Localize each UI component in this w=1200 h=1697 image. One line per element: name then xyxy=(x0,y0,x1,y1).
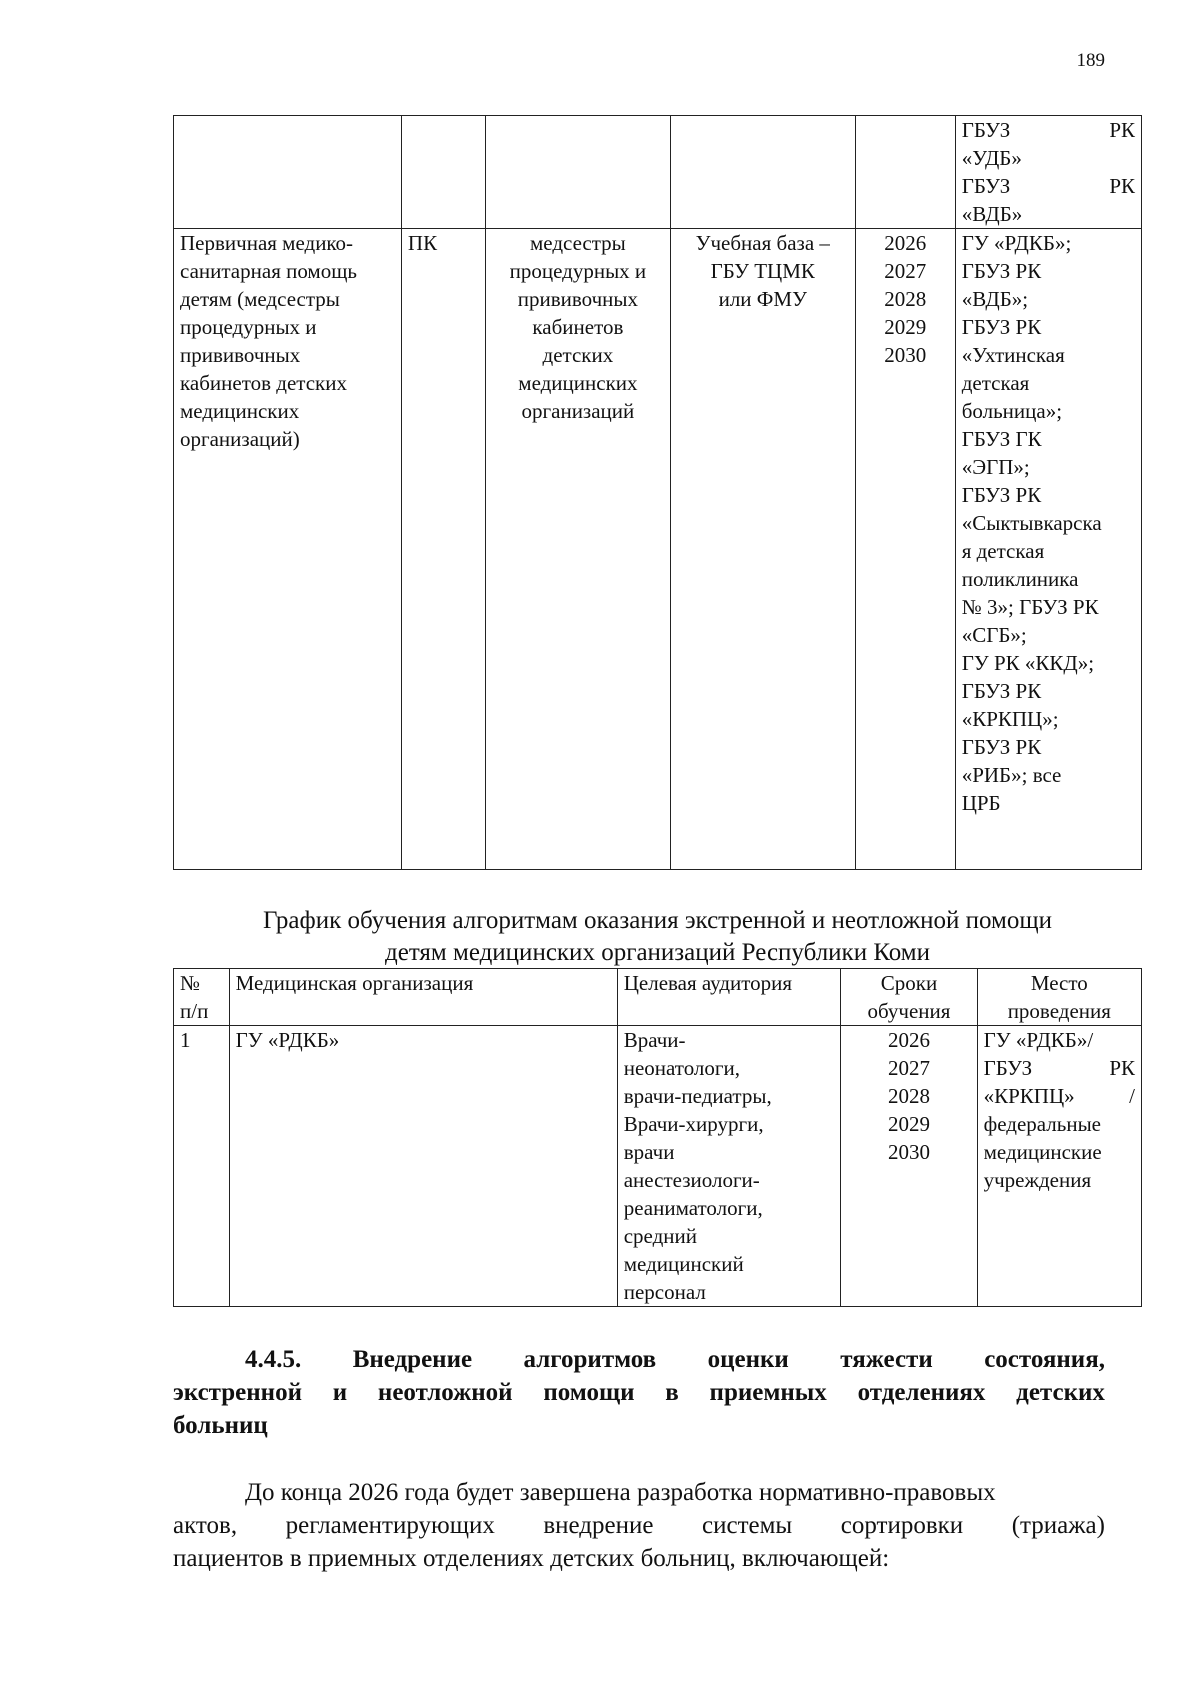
institution-line: ГБУЗ РК xyxy=(961,174,1135,198)
table-header-row xyxy=(174,969,1142,1026)
program-cell: Первичная медико- санитарная помощь детям (медсестры процедурных и прививочных кабинетов детских медицинских организаций) xyxy=(174,229,402,870)
base-cell: Учебная база – ГБУ ТЦМК или ФМУ xyxy=(670,229,855,870)
institution-line: «ВДБ» xyxy=(961,202,1023,226)
header-terms: Сроки обучения xyxy=(841,969,977,1026)
audience-cell: медсестры процедурных и прививочных кабинетов детских медицинских организаций xyxy=(485,229,670,870)
years-cell: 2026 2027 2028 2029 2030 xyxy=(841,1026,977,1307)
table-cell xyxy=(174,116,402,229)
body-paragraph: До конца 2026 года будет завершена разработка нормативно-правовых актов, регламентирующих внедрение системы сортировки (триажа) пациентов в приемных отделениях детских больниц, включающей: xyxy=(173,1479,1105,1572)
table-row xyxy=(174,1026,1142,1307)
audience-cell: Врачи- неонатологи, врачи-педиатры, Врачи-хирурги, врачи анестезиологи- реаниматологи, средний медицинский персонал xyxy=(617,1026,841,1307)
type-cell: ПК xyxy=(401,229,485,870)
num-cell: 1 xyxy=(174,1026,230,1307)
institutions-cell: ГУ «РДКБ»; ГБУЗ РК «ВДБ»; ГБУЗ РК «Ухтинская детская больница»; ГБУЗ ГК «ЭГП»; ГБУЗ РК «Сыктывкарска я детская поликлиника № 3»; ГБУЗ РК «СГБ»; ГУ РК «ККД»; ГБУЗ РК «КРКПЦ»; ГБУЗ РК «РИБ»; все ЦРБ xyxy=(955,229,1141,870)
table-row xyxy=(174,116,1142,229)
institution-line: ГБУЗ РК xyxy=(961,118,1135,142)
table-cell xyxy=(855,116,955,229)
table-row xyxy=(174,229,1142,870)
org-cell: ГУ «РДКБ» xyxy=(229,1026,617,1307)
section-heading: 4.4.5. Внедрение алгоритмов оценки тяжести состояния, экстренной и неотложной помощи в приемных отделениях детских больниц xyxy=(173,1346,1105,1439)
institution-line: «УДБ» xyxy=(961,146,1022,170)
emergency-training-schedule-table xyxy=(173,968,1142,1307)
table-cell xyxy=(401,116,485,229)
header-audience: Целевая аудитория xyxy=(617,969,841,1026)
institutions-cell xyxy=(955,116,1141,229)
place-cell: ГУ «РДКБ»/ ГБУЗ РК «КРКПЦ» / федеральные медицинские учреждения xyxy=(977,1026,1141,1307)
header-place: Место проведения xyxy=(977,969,1141,1026)
training-table-continued xyxy=(173,115,1142,870)
table-cell xyxy=(485,116,670,229)
header-num: № п/п xyxy=(174,969,230,1026)
page-number: 189 xyxy=(1076,50,1105,71)
table-title: График обучения алгоритмам оказания экстренной и неотложной помощи детям медицинских организаций Республики Коми xyxy=(263,907,1052,966)
header-org: Медицинская организация xyxy=(229,969,617,1026)
years-cell: 2026 2027 2028 2029 2030 xyxy=(855,229,955,870)
table-cell xyxy=(670,116,855,229)
